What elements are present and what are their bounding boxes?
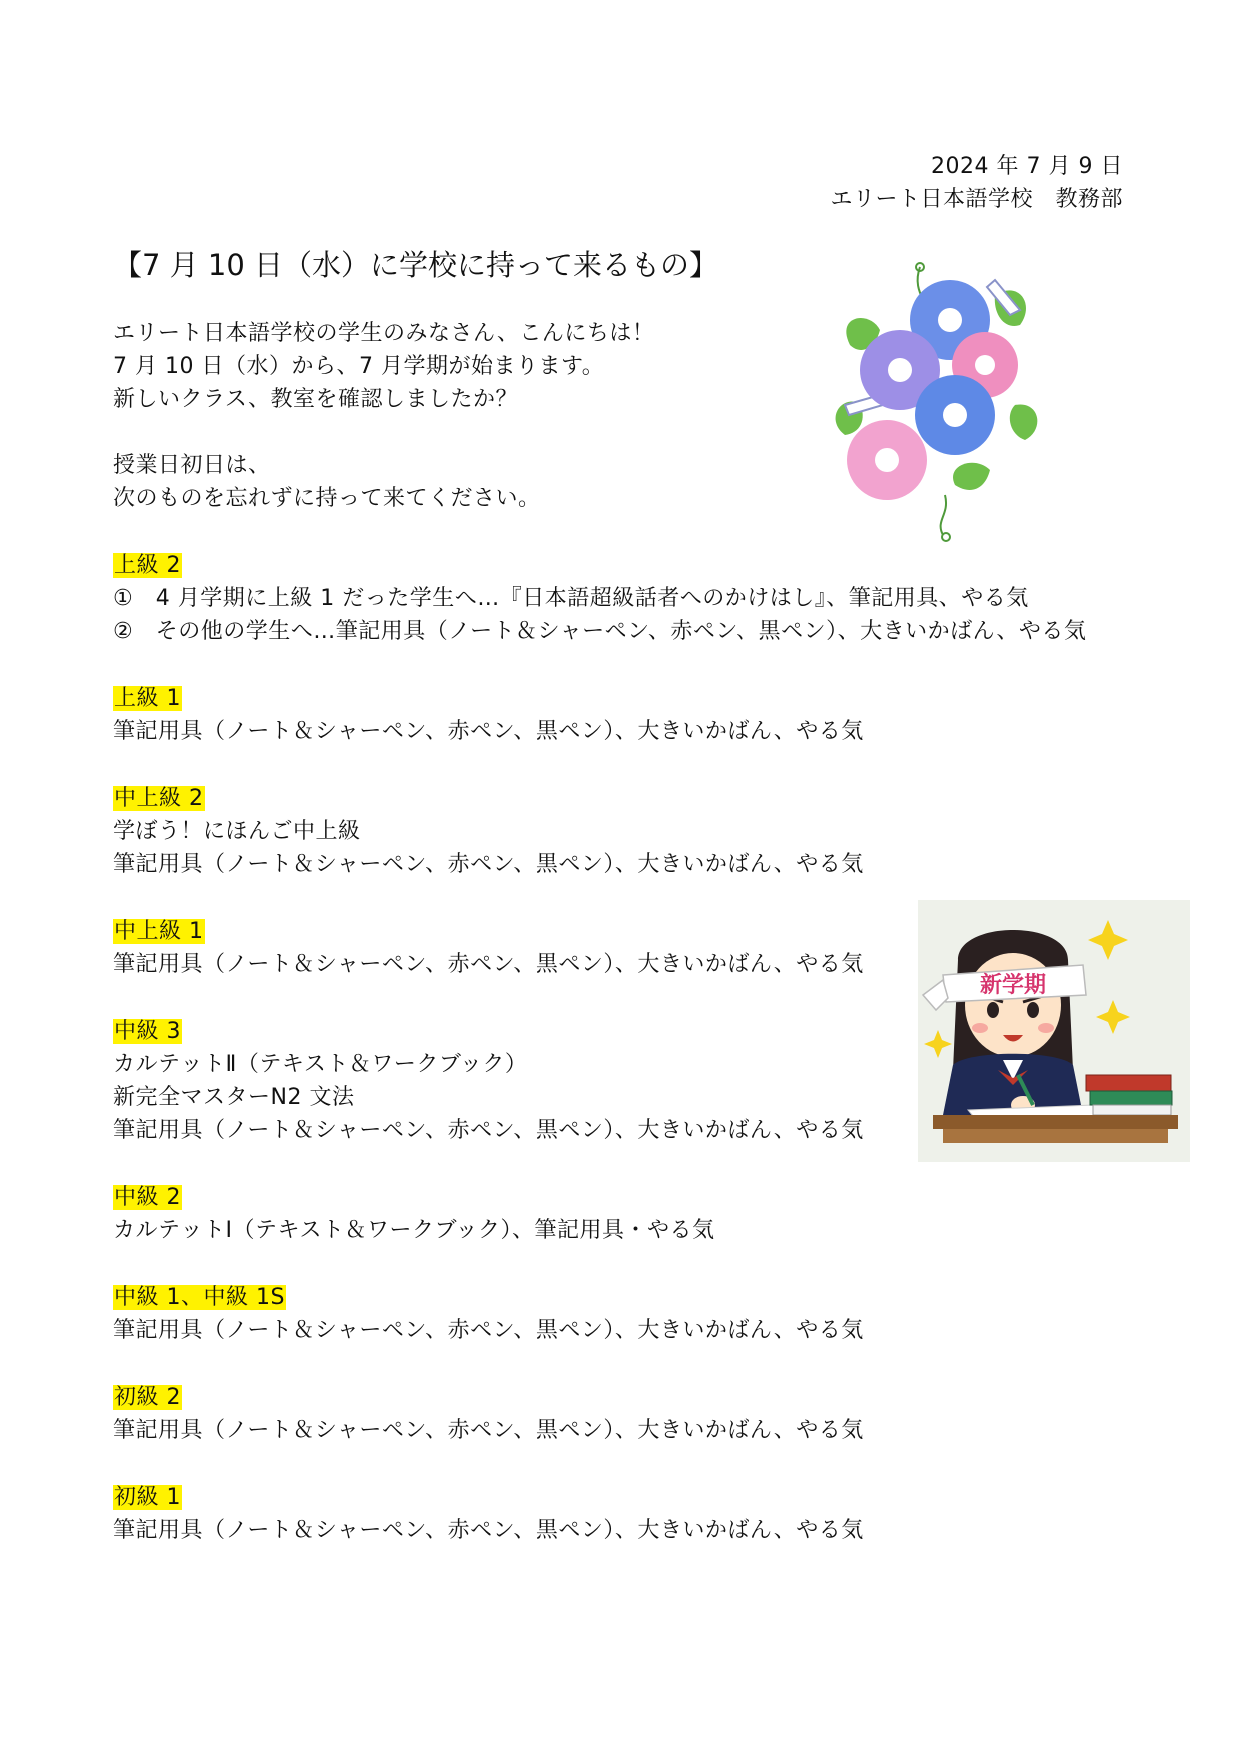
section-heading: [113, 682, 182, 715]
page-title: 【7 月 10 日（水）に学校に持って来るもの】: [113, 248, 719, 282]
level-label: 上級 2: [114, 553, 181, 578]
section-item: 筆記用具（ノート＆シャーペン、赤ペン、黒ペン）、大きいかばん、やる気: [113, 952, 864, 977]
section-item: カルテットⅡ（テキスト＆ワークブック）: [113, 1052, 528, 1077]
level-label: 中上級 1: [114, 919, 204, 944]
section-heading: [113, 1281, 286, 1314]
section-item: 筆記用具（ノート＆シャーペン、赤ペン、黒ペン）、大きいかばん、やる気: [113, 1118, 864, 1143]
section-item: ② その他の学生へ…筆記用具（ノート＆シャーペン、赤ペン、黒ペン）、大きいかばん、やる気: [113, 619, 1087, 644]
intro-line-2: 7 月 10 日（水）から、7 月学期が始まります。: [113, 354, 605, 379]
section-heading: [113, 1015, 182, 1048]
level-label: 上級 1: [114, 686, 181, 711]
notice-issuer: エリート日本語学校 教務部: [830, 187, 1123, 212]
section-heading: [113, 1481, 182, 1514]
section-item: 筆記用具（ノート＆シャーペン、赤ペン、黒ペン）、大きいかばん、やる気: [113, 1518, 864, 1543]
student-studying-illustration: [918, 900, 1190, 1162]
instruction-line-1: 授業日初日は、: [113, 453, 271, 478]
intro-line-3: 新しいクラス、教室を確認しましたか？: [113, 387, 519, 412]
section-item: 学ぼう！にほんご中上級: [113, 819, 361, 844]
level-label: 中級 2: [114, 1185, 181, 1210]
section-item: 筆記用具（ノート＆シャーペン、赤ペン、黒ペン）、大きいかばん、やる気: [113, 852, 864, 877]
section-item: 新完全マスターN2 文法: [113, 1085, 355, 1110]
section-item: カルテットⅠ（テキスト＆ワークブック）、筆記用具・やる気: [113, 1218, 715, 1243]
section-heading: [113, 782, 205, 815]
section-heading: [113, 1381, 182, 1414]
notice-date: 2024 年 7 月 9 日: [931, 154, 1123, 179]
section-item: ① 4 月学期に上級 1 だった学生へ…『日本語超級話者へのかけはし』、筆記用具、やる気: [113, 586, 1029, 611]
section-heading: [113, 549, 182, 582]
section-item: 筆記用具（ノート＆シャーペン、赤ペン、黒ペン）、大きいかばん、やる気: [113, 1318, 864, 1343]
section-item: 筆記用具（ノート＆シャーペン、赤ペン、黒ペン）、大きいかばん、やる気: [113, 719, 864, 744]
morning-glory-illustration: [825, 255, 1045, 545]
intro-line-1: エリート日本語学校の学生のみなさん、こんにちは！: [113, 321, 655, 346]
level-label: 中級 1、中級 1S: [114, 1285, 285, 1310]
headband-text: 新学期: [979, 973, 1047, 998]
level-label: 中級 3: [114, 1019, 181, 1044]
level-label: 初級 1: [114, 1485, 181, 1510]
section-heading: [113, 915, 205, 948]
instruction-line-2: 次のものを忘れずに持って来てください。: [113, 486, 541, 511]
level-label: 中上級 2: [114, 786, 204, 811]
section-item: 筆記用具（ノート＆シャーペン、赤ペン、黒ペン）、大きいかばん、やる気: [113, 1418, 864, 1443]
section-heading: [113, 1181, 182, 1214]
level-label: 初級 2: [114, 1385, 181, 1410]
